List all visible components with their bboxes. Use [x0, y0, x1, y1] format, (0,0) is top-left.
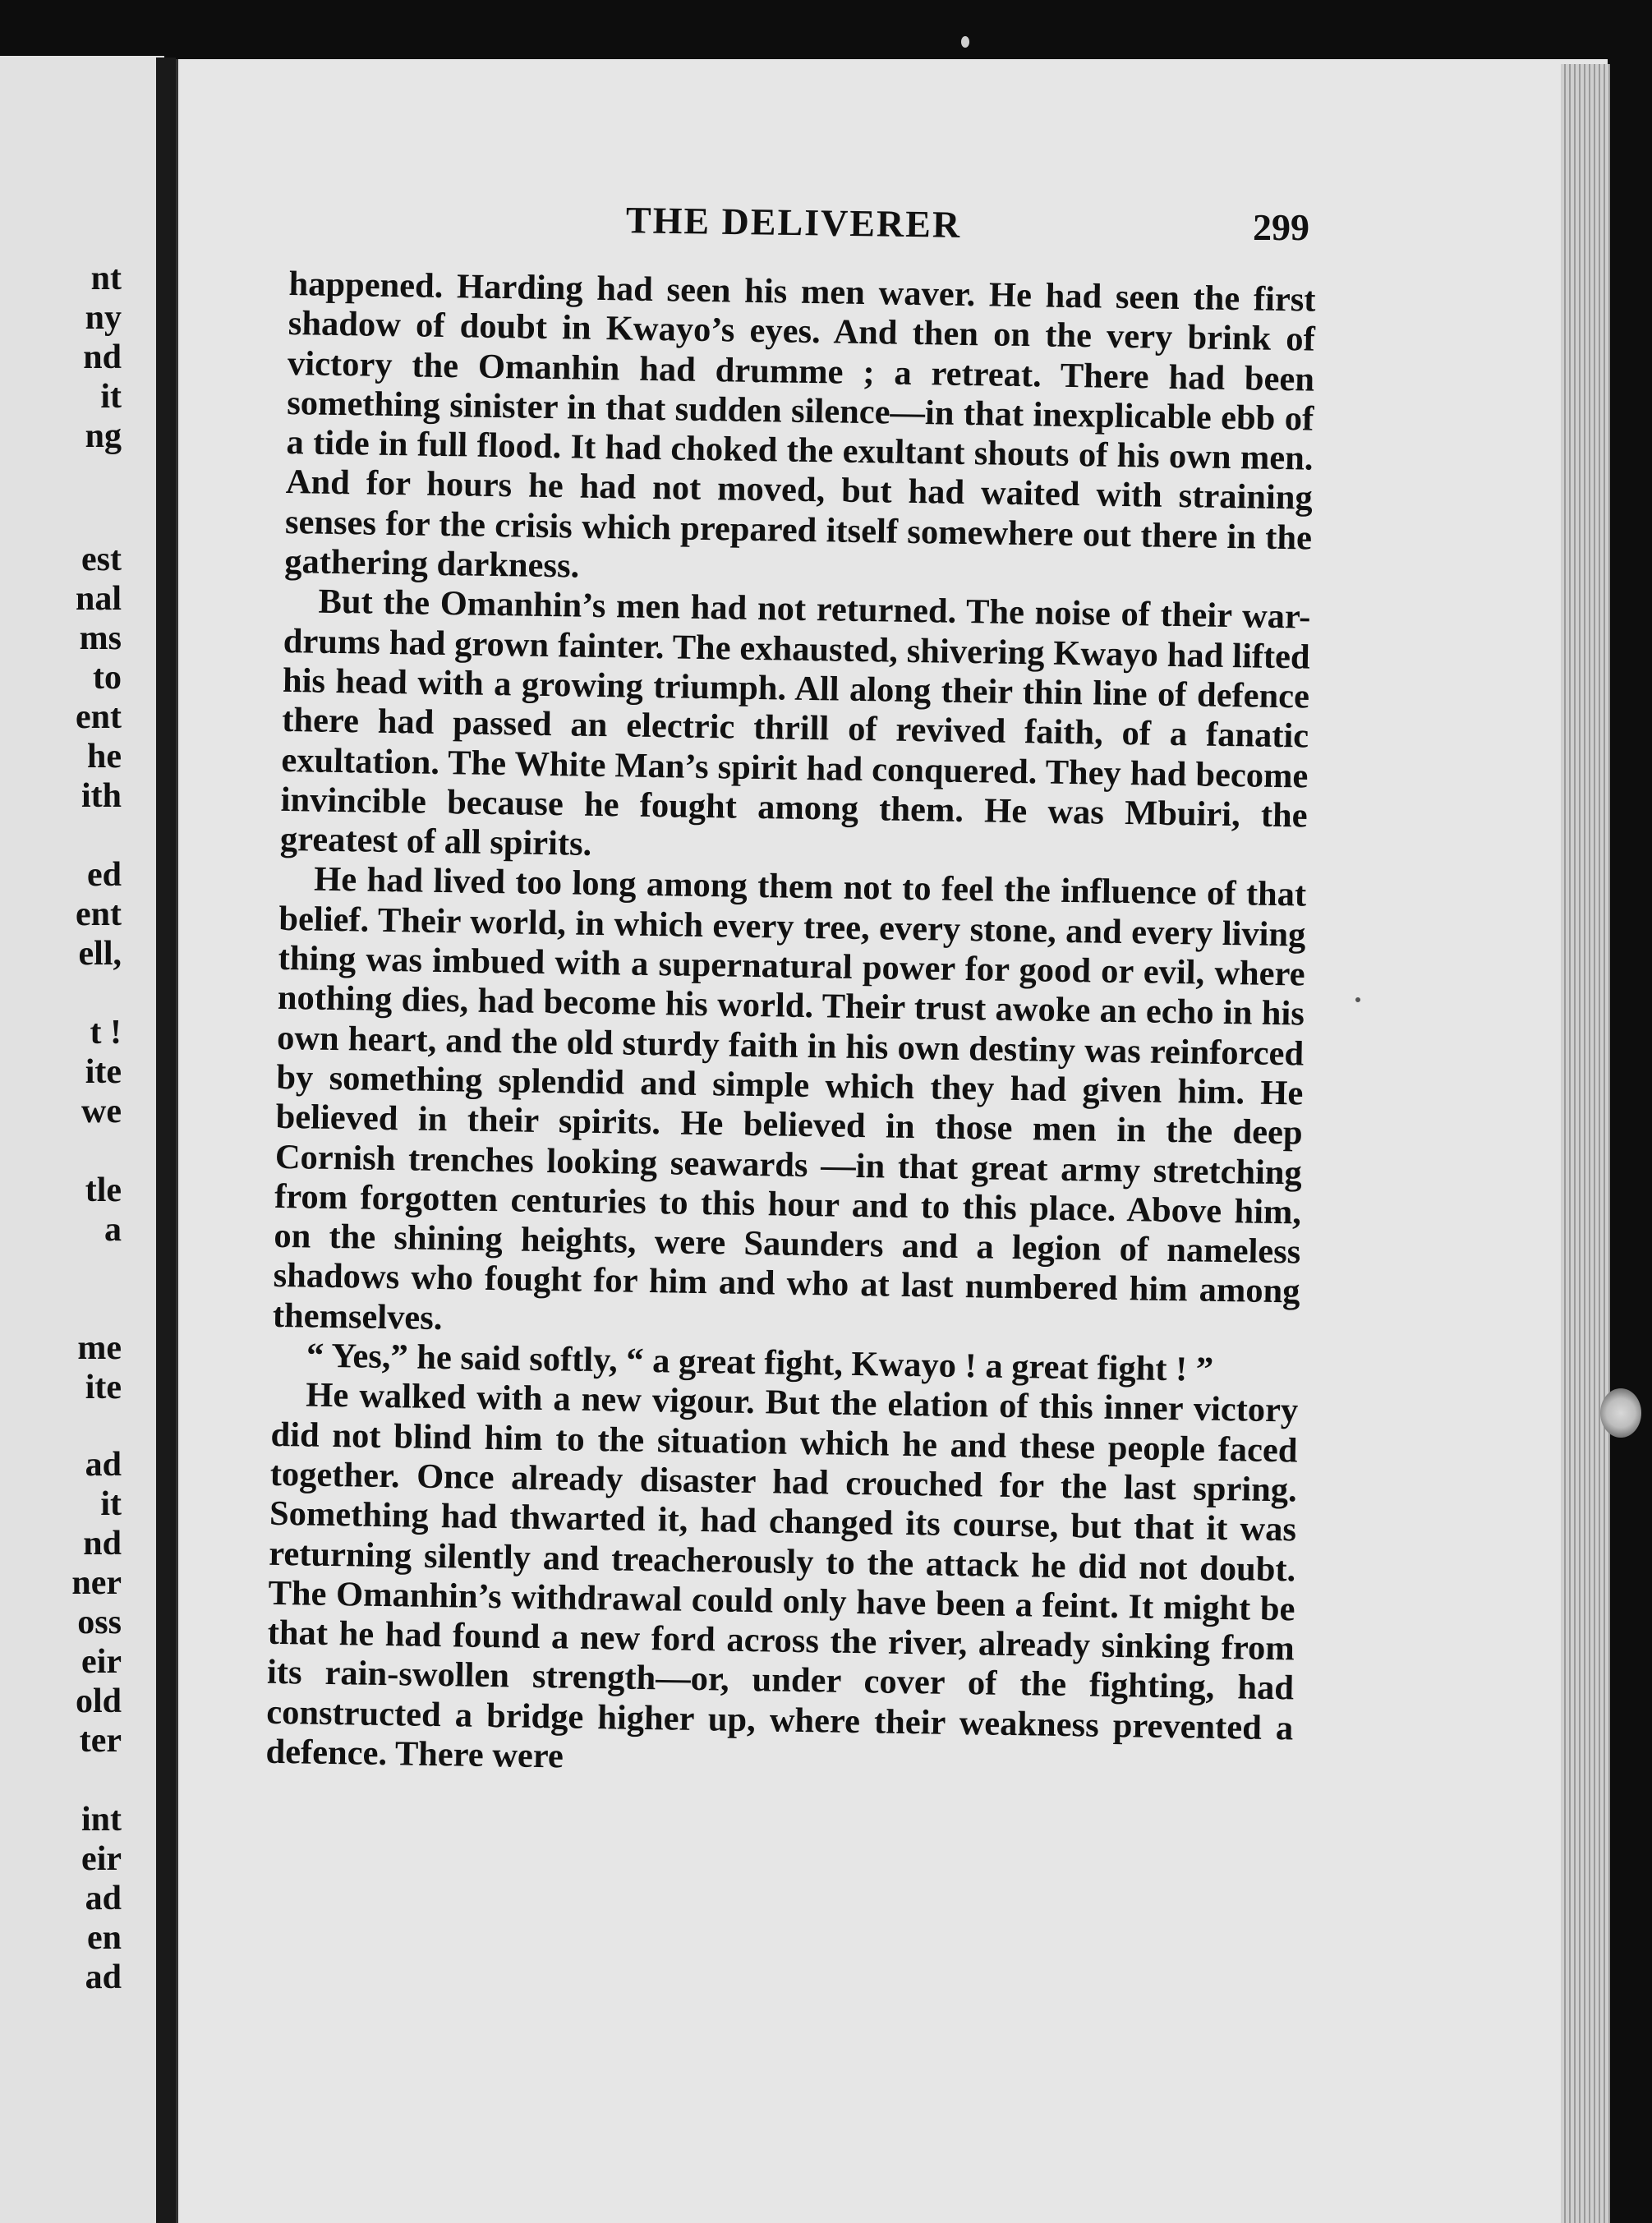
- line-fragment: ent: [76, 895, 122, 933]
- line-fragment: a: [104, 1211, 122, 1249]
- line-fragment: me: [77, 1329, 122, 1367]
- paragraph: He walked with a new vigour. But the elation of this inner victory did not blind him to the situation which he and these people faced together. Once already disaster had crouched for the last spring. Something had thwarted it, had changed its course, but that it was returning silently and treacherously to the attack he did not doubt. The Omanhin’s withdrawal could only have been a feint. It might be that he had found a new ford across the river, already sinking from its rain-swollen strength—or, under cover of the fighting, had constructed a bridge higher up, where their weakness prevented a defence. There were: [265, 1375, 1299, 1776]
- line-fragment: ter: [79, 1722, 122, 1760]
- book-gutter: [156, 58, 176, 2223]
- line-fragment: ng: [85, 417, 122, 455]
- scan-speck: [1600, 1388, 1641, 1438]
- line-fragment: ent: [76, 698, 122, 736]
- line-fragment: nal: [75, 580, 122, 618]
- line-fragment: eir: [81, 1643, 122, 1681]
- page-edges: [1561, 64, 1610, 2223]
- line-fragment: ad: [85, 1958, 122, 1996]
- line-fragment: en: [87, 1919, 122, 1957]
- paragraph: He had lived too long among them not to feel the influence of that belief. Their world, in which every tree, every stone, and every living thing was imbued with a supernatural power for good or evil, where nothing dies, had become his world. Their trust awoke an echo in his own heart, and the old sturdy faith in his own destiny was reinforced by something splendid and simple which they had given him. He believed in their spirits. He believed in those men in the deep Cornish trenches looking seawards —in that great army stretching from forgotten centuries to this hour and to this place. Above him, on the shining heights, were Saunders and a legion of nameless shadows who fought for him and who at last numbered him among themselves.: [272, 860, 1307, 1337]
- page-number: 299: [1253, 206, 1309, 248]
- line-fragment: ite: [85, 1053, 122, 1091]
- running-head: THE DELIVERER: [625, 199, 962, 246]
- line-fragment: ny: [85, 299, 122, 337]
- line-fragment: it: [100, 1485, 122, 1523]
- line-fragment: int: [81, 1801, 122, 1839]
- line-fragment: old: [75, 1682, 122, 1720]
- line-fragment: ith: [81, 777, 122, 815]
- line-fragment: ed: [87, 856, 122, 894]
- line-fragment: ite: [85, 1369, 122, 1406]
- paragraph: “ Yes,” he said softly, “ a great fight, Kwayo ! a great fight ! ”: [306, 1336, 1214, 1389]
- line-fragment: he: [87, 738, 122, 776]
- line-fragment: est: [81, 541, 122, 578]
- paragraph: happened. Harding had seen his men waver. He had seen the first shadow of doubt in Kwayo’s eyes. And then on the very brink of victory the Omanhin had drumme ; a retreat. There had been something sinister in that sudden silence—in that inexplicable ebb of a tide in full flood. It had choked the exultant shouts of his own men. And for hours he had not moved, but had waited with straining senses for the crisis which prepared itself somewhere out there in the gathering darkness.: [283, 265, 1316, 586]
- line-fragment: we: [81, 1093, 122, 1130]
- line-fragment: oss: [77, 1604, 122, 1641]
- line-fragment: to: [93, 659, 122, 697]
- line-fragment: ell,: [78, 935, 122, 973]
- line-fragment: ms: [79, 619, 122, 657]
- line-fragment: eir: [81, 1840, 122, 1878]
- line-fragment: ad: [85, 1880, 122, 1917]
- line-fragment: ner: [71, 1564, 122, 1602]
- line-fragment: it: [100, 378, 122, 416]
- line-fragment: t !: [90, 1014, 122, 1052]
- paragraph: But the Omanhin’s men had not returned. The noise of their war-drums had grown fainter. The exhausted, shivering Kwayo had lifted his head with a growing triumph. All along their thin line of defence there had passed an electric thrill of revived faith, of a fanatic exultation. The White Man’s spirit had conquered. They had become invincible because he fought among them. He was Mbuiri, the greatest of all spirits.: [279, 582, 1311, 864]
- scan-speck: [961, 36, 969, 48]
- scan-speck: [1355, 997, 1360, 1002]
- line-fragment: nt: [90, 260, 122, 297]
- line-fragment: nd: [83, 338, 122, 376]
- body-text: [265, 265, 1316, 1788]
- line-fragment: ad: [85, 1446, 122, 1484]
- previous-page-edge: [0, 56, 164, 2223]
- line-fragment: tle: [85, 1171, 122, 1209]
- line-fragment: nd: [83, 1525, 122, 1563]
